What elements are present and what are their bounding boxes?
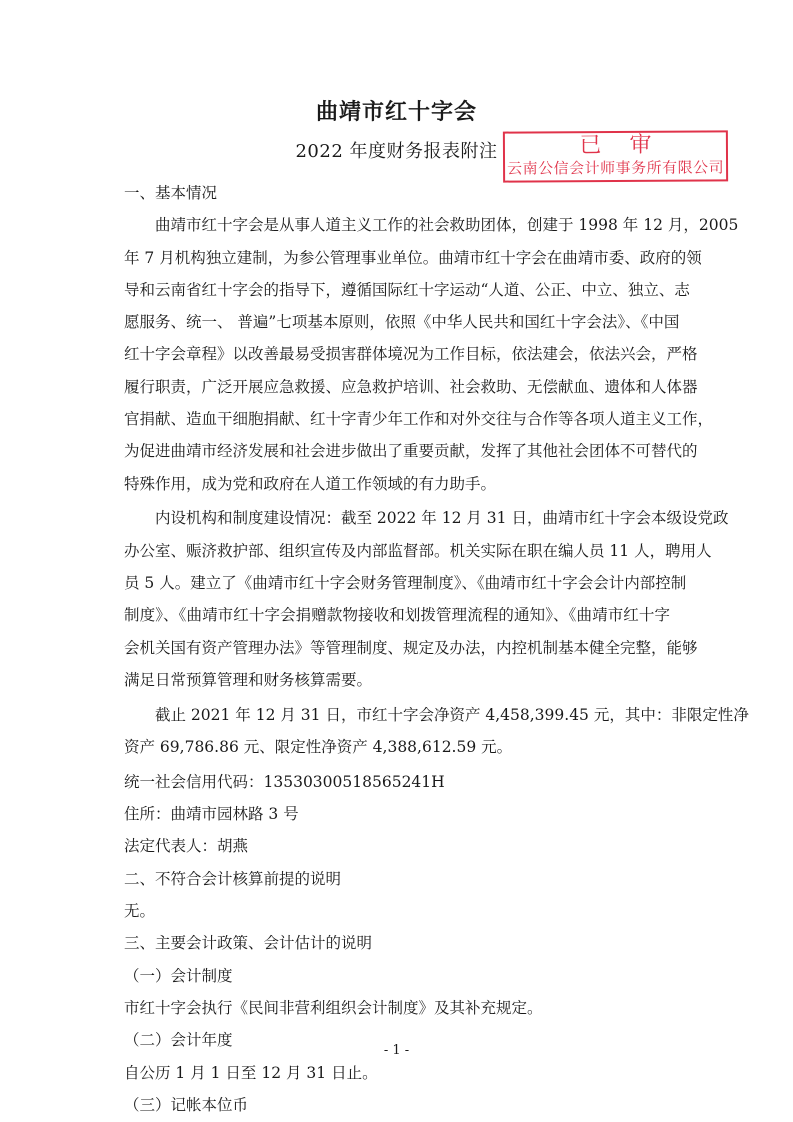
legal-representative: 法定代表人：胡燕 [124, 837, 249, 856]
subsection-body-year: 自公历 1 月 1 日至 12 月 31 日止。 [124, 1063, 378, 1082]
paragraph-line: 内设机构和制度建设情况：截至 2022 年 12 月 31 日，曲靖市红十字会本级设党政 [155, 509, 729, 528]
paragraph-line: 满足日常预算管理和财务核算需要。 [124, 670, 373, 689]
paragraph-institutions [124, 502, 729, 696]
paragraph-line: 办公室、赈济救护部、组织宣传及内部监督部。机关实际在职在编人员 11 人，聘用人 [124, 541, 712, 560]
stamp-top-text: 已审 [579, 132, 680, 159]
paragraph-line: 截止 2021 年 12 月 31 日，市红十字会净资产 4,458,399.45 元，其中：非限定性净 [155, 705, 749, 724]
document-body [124, 177, 749, 1121]
paragraph-line: 会机关国有资产管理办法》等管理制度、规定及办法，内控机制基本健全完整，能够 [124, 638, 698, 657]
paragraph-line: 特殊作用，成为党和政府在人道工作领域的有力助手。 [124, 474, 497, 493]
paragraph-line: 曲靖市红十字会是从事人道主义工作的社会救助团体，创建于 1998 年 12 月，2005 [155, 216, 739, 235]
paragraph-line: 愿服务、统一、 普遍”七项基本原则，依照《中华人民共和国红十字会法》、《中国 [124, 313, 680, 332]
paragraph-basic-info [124, 209, 739, 500]
document-title: 曲靖市红十字会 [315, 99, 477, 125]
section-heading-policies: 三、主要会计政策、会计估计的说明 [124, 934, 373, 953]
subsection-heading-currency: （三）记帐本位币 [124, 1095, 249, 1114]
subsection-heading-year: （二）会计年度 [124, 1031, 233, 1050]
paragraph-line: 制度》、《曲靖市红十字会捐赠款物接收和划拨管理流程的通知》、《曲靖市红十字 [124, 606, 670, 625]
document-subtitle: 2022 年度财务报表附注 [295, 141, 498, 162]
paragraph-line: 红十字会章程》以改善最易受损害群体境况为工作目标，依法建会，依法兴会，严格 [124, 345, 698, 364]
subsection-body-system: 市红十字会执行《民间非营利组织会计制度》及其补充规定。 [124, 998, 543, 1017]
credit-code: 统一社会信用代码：13530300518565241H [124, 772, 445, 791]
stamp-firm-name: 云南公信会计师事务所有限公司 [506, 158, 725, 178]
subsection-heading-system: （一）会计制度 [124, 966, 233, 985]
audit-stamp [503, 130, 728, 182]
section-heading-basic: 一、基本情况 [124, 184, 218, 202]
paragraph-line: 年 7 月机构独立建制，为参公管理事业单位。曲靖市红十字会在曲靖市委、政府的领 [124, 248, 702, 267]
paragraph-net-assets [124, 699, 749, 764]
paragraph-line: 资产 69,786.86 元、限定性净资产 4,388,612.59 元。 [124, 738, 513, 757]
paragraph-line: 员 5 人。建立了《曲靖市红十字会财务管理制度》、《曲靖市红十字会会计内部控制 [124, 574, 687, 593]
page-number: - 1 - [383, 1043, 410, 1058]
paragraph-line: 为促进曲靖市经济发展和社会进步做出了重要贡献，发挥了其他社会团体不可替代的 [124, 442, 698, 461]
section-body-premise: 无。 [124, 902, 156, 921]
paragraph-line: 导和云南省红十字会的指导下，遵循国际红十字运动“人道、公正、中立、独立、志 [124, 280, 690, 299]
section-heading-premise: 二、不符合会计核算前提的说明 [124, 869, 342, 888]
paragraph-line: 履行职责，广泛开展应急救援、应急救护培训、社会救助、无偿献血、遗体和人体器 [124, 377, 698, 396]
paragraph-line: 官捐献、造血干细胞捐献、红十字青少年工作和对外交往与合作等各项人道主义工作， [124, 410, 714, 429]
address: 住所：曲靖市园林路 3 号 [124, 805, 299, 824]
